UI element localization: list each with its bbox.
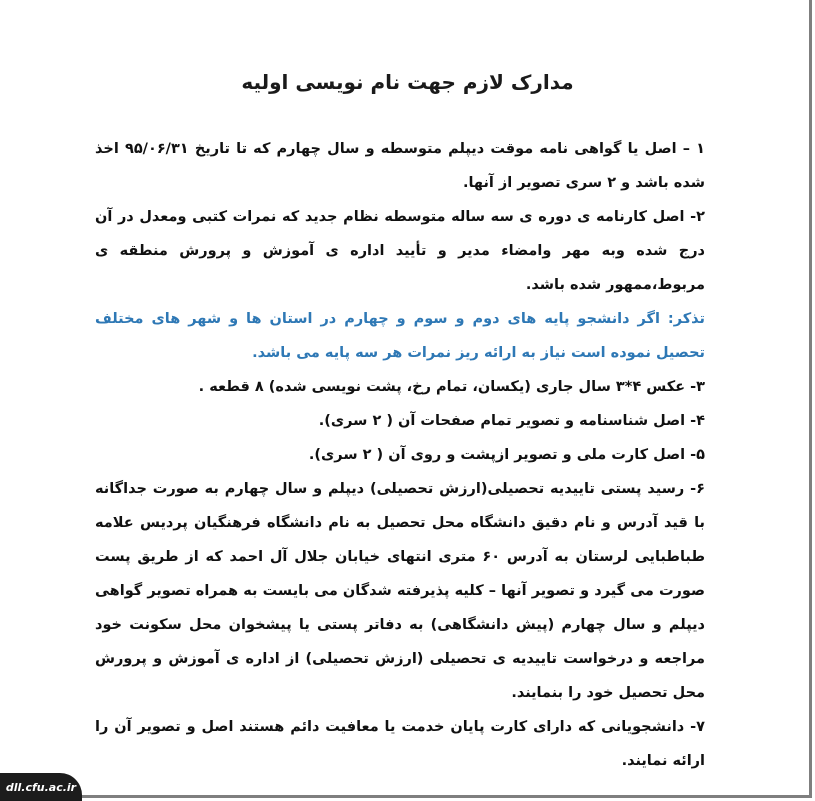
requirement-4: ۴- اصل شناسنامه و تصویر تمام صفحات آن ( ۲ سری). xyxy=(318,413,705,429)
document-title: مدارک لازم جهت نام نویسی اولیه xyxy=(241,70,574,94)
note-paragraph: تذکر: اگر دانشجو پایه های دوم و سوم و چهارم در استان ها و شهر های مختلف تحصیل نموده است نیاز به ارائه ریز نمرات هر سه پایه می باشد. xyxy=(95,311,705,361)
requirement-6: ۶- رسید پستی تاییدیه تحصیلی(ارزش تحصیلی) دیپلم و سال چهارم به صورت جداگانه با قید آدرس و نام دقیق دانشگاه محل تحصیل به نام دانشگاه فرهنگیان پردیس علامه طباطبایی لرستان به آدرس ۶۰ متری انتهای خیابان جلال آل احمد که از طریق پست صورت می گیرد و تصویر آنها – کلیه پذیرفته شدگان می بایست به همراه تصویر گواهی دیپلم و سال چهارم (پیش دانشگاهی) به دفاتر پستی یا پیشخوان محل سکونت خود مراجعه و درخواست تاییدیه ی تحصیلی (ارزش تحصیلی) از اداره ی آموزش و پرورش محل تحصیل خود را بنمایند. xyxy=(95,481,705,701)
requirement-7: ۷- دانشجویانی که دارای کارت پایان خدمت یا معافیت دائم هستند اصل و تصویر آن را ارائه نمایند. xyxy=(95,719,705,769)
requirement-3: ۳- عکس ۴*۳ سال جاری (یکسان، تمام رخ، پشت نویسی شده) ۸ قطعه . xyxy=(198,379,705,395)
watermark-text: dll.cfu.ac.ir xyxy=(5,780,77,794)
site-watermark xyxy=(0,773,82,801)
requirement-5: ۵- اصل کارت ملی و تصویر ازپشت و روی آن ( ۲ سری). xyxy=(308,447,705,463)
requirement-1: ۱ – اصل یا گواهی نامه موقت دیپلم متوسطه و سال چهارم که تا تاریخ ۹۵/۰۶/۳۱ اخذ شده باشد و ۲ سری تصویر از آنها. xyxy=(95,141,705,191)
requirement-2: ۲- اصل کارنامه ی دوره ی سه ساله متوسطه نظام جدید که نمرات کتبی ومعدل در آن درج شده وبه مهر وامضاء مدیر و تأیید اداره ی آموزش و پرورش منطقه ی مربوط،ممهور شده باشد. xyxy=(95,209,705,293)
document-body xyxy=(95,132,705,778)
